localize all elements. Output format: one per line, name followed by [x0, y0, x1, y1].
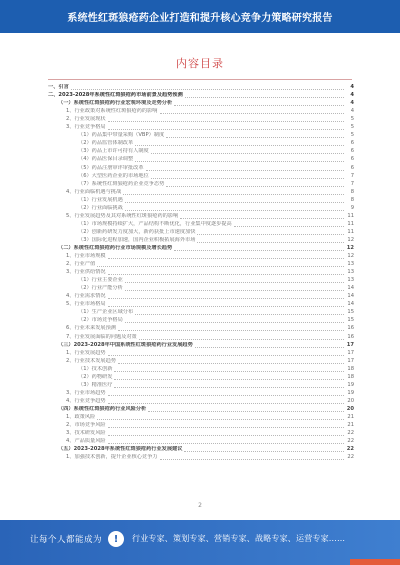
- page-number: 2: [198, 502, 202, 509]
- toc-entry-page: 21: [347, 422, 354, 429]
- toc-entry-label: 6、行业未来发展预测: [66, 325, 116, 332]
- toc-entry-label: 1、加强技术创新，提升企业核心竞争力: [66, 454, 158, 461]
- toc-leader-dots: [118, 358, 344, 364]
- toc-entry-page: 6: [350, 164, 354, 171]
- toc-entry[interactable]: [48, 357, 354, 365]
- toc-leader-dots: [108, 350, 344, 356]
- toc-entry-label: （1）技术创新: [78, 365, 113, 372]
- toc-entry-page: 15: [347, 309, 354, 316]
- toc-entry-page: 9: [350, 204, 354, 211]
- toc-entry-label: 二、2023-2028年系统性红斑狼疮药市场前景及趋势预测: [48, 92, 183, 99]
- toc-entry[interactable]: [48, 341, 354, 349]
- toc-entry-page: 4: [350, 108, 354, 115]
- toc-entry-label: 4、行业需求情况: [66, 293, 106, 300]
- toc-leader-dots: [160, 108, 345, 114]
- toc-entry-page: 22: [347, 454, 354, 461]
- toc-leader-dots: [114, 374, 344, 380]
- toc-entry-page: 17: [347, 349, 354, 356]
- toc-entry-page: 6: [350, 156, 354, 163]
- toc-entry-label: 5、行业发展趋势及其对系统性红斑狼疮药的影响: [66, 212, 179, 219]
- toc-entry-page: 18: [347, 365, 354, 372]
- toc-entry-label: （3）国际化进程加速，国内企业积极拓展海外市场: [78, 236, 196, 243]
- toc-entry[interactable]: [48, 324, 354, 332]
- toc-entry[interactable]: [48, 155, 354, 163]
- toc-entry-label: （2）药物研发: [78, 373, 113, 380]
- toc-entry-page: 20: [347, 397, 354, 404]
- toc-entry[interactable]: [48, 180, 354, 188]
- toc-entry[interactable]: [48, 83, 354, 91]
- toc-leader-dots: [151, 148, 344, 154]
- toc-entry[interactable]: [48, 147, 354, 155]
- toc-leader-dots: [185, 92, 344, 98]
- toc-leader-dots: [108, 301, 344, 307]
- toc-entry-page: 13: [347, 277, 354, 284]
- toc-leader-dots: [118, 325, 344, 331]
- toc-leader-dots: [108, 390, 344, 396]
- toc-entry[interactable]: [48, 196, 354, 204]
- toc-entry-label: （1）市场规模持续扩大，产品结构不断优化，行业集中度逐步提高: [78, 220, 232, 227]
- toc-entry[interactable]: [48, 115, 354, 123]
- toc-leader-dots: [139, 334, 344, 340]
- footer-slogan: 让每个人都能成为: [30, 535, 103, 545]
- toc-entry[interactable]: [48, 91, 354, 99]
- toc-entry-label: （6）大型医药企业的市场地位: [78, 172, 149, 179]
- toc-entry[interactable]: [48, 276, 354, 284]
- toc-entry-label: （2）药品监管体制改革: [78, 140, 134, 147]
- toc-entry-page: 19: [347, 389, 354, 396]
- toc-entry[interactable]: [48, 437, 354, 445]
- report-header-banner: [0, 0, 400, 33]
- toc-entry[interactable]: [48, 405, 354, 413]
- toc-entry-label: （2）市场竞争格局: [78, 317, 123, 324]
- toc-leader-dots: [114, 382, 344, 388]
- toc-leader-dots: [108, 430, 344, 436]
- toc-leader-dots: [123, 189, 344, 195]
- toc-entry-page: 11: [347, 220, 354, 227]
- toc-entry-label: 2、行业产值: [66, 261, 96, 268]
- toc-leader-dots: [135, 309, 344, 315]
- toc-entry-page: 16: [347, 333, 354, 340]
- toc-entry-label: 3、行业供给情况: [66, 269, 106, 276]
- toc-entry-label: 3、行业竞争格局: [66, 124, 106, 131]
- toc-entry[interactable]: [48, 292, 354, 300]
- toc-leader-dots: [197, 229, 344, 235]
- toc-entry-page: 18: [347, 373, 354, 380]
- toc-entry[interactable]: [48, 397, 354, 405]
- toc-leader-dots: [195, 342, 344, 348]
- toc-entry-label: （7）系统性红斑狼疮药企业竞争态势: [78, 180, 165, 187]
- toc-entry-label: （四）系统性红斑狼疮药行业风险分析: [58, 405, 147, 412]
- toc-entry-page: 5: [350, 132, 354, 139]
- toc-entry-page: 22: [347, 430, 354, 437]
- table-of-contents: [48, 83, 354, 461]
- toc-leader-dots: [114, 366, 344, 372]
- toc-entry-label: （5）药品注册审评审批改革: [78, 164, 144, 171]
- toc-entry-page: 12: [347, 236, 354, 243]
- toc-entry[interactable]: [48, 236, 354, 244]
- toc-entry-label: （三）2023-2028年中国系统性红斑狼疮药行业发展趋势: [58, 341, 193, 348]
- toc-entry[interactable]: [48, 163, 354, 171]
- toc-entry[interactable]: [48, 212, 354, 220]
- toc-entry-label: 一、引言: [48, 84, 69, 91]
- toc-entry-label: （1）行业主要企业: [78, 277, 123, 284]
- toc-divider: [48, 79, 352, 80]
- toc-entry-page: 21: [347, 413, 354, 420]
- toc-leader-dots: [97, 261, 344, 267]
- toc-leader-dots: [108, 293, 344, 299]
- toc-entry[interactable]: [48, 204, 354, 212]
- toc-entry-page: 4: [350, 92, 354, 99]
- toc-leader-dots: [108, 116, 344, 122]
- toc-leader-dots: [125, 205, 344, 211]
- toc-entry-page: 14: [347, 301, 354, 308]
- toc-entry[interactable]: [48, 252, 354, 260]
- toc-entry-page: 12: [347, 253, 354, 260]
- toc-entry-page: 19: [347, 381, 354, 388]
- toc-entry-label: （1）药品集中带量采购（VBP）制度: [78, 132, 165, 139]
- toc-entry[interactable]: [48, 268, 354, 276]
- toc-entry-page: 20: [346, 405, 354, 412]
- toc-entry[interactable]: [48, 316, 354, 324]
- toc-entry-label: （2）行业面临挑战: [78, 204, 123, 211]
- toc-leader-dots: [174, 245, 344, 251]
- toc-entry-page: 11: [347, 212, 354, 219]
- toc-leader-dots: [146, 165, 344, 171]
- toc-entry-label: 7、行业发展面临的问题及对策: [66, 333, 137, 340]
- toc-entry[interactable]: [48, 107, 354, 115]
- toc-entry-label: （2）行业产能分析: [78, 285, 123, 292]
- toc-entry-page: 14: [347, 285, 354, 292]
- toc-entry[interactable]: [48, 421, 354, 429]
- toc-entry-label: （3）药品上市许可持有人制度: [78, 148, 149, 155]
- toc-entry-label: 1、行业发展趋势: [66, 349, 106, 356]
- toc-leader-dots: [166, 181, 344, 187]
- toc-entry-label: （4）药品医保目录调整: [78, 156, 134, 163]
- toc-entry-label: 2、市场竞争风险: [66, 422, 106, 429]
- toc-entry[interactable]: [48, 300, 354, 308]
- toc-leader-dots: [108, 438, 344, 444]
- toc-entry[interactable]: [48, 365, 354, 373]
- toc-entry-page: 6: [350, 140, 354, 147]
- footer-accent-stripe: [350, 559, 400, 565]
- toc-leader-dots: [108, 269, 344, 275]
- toc-leader-dots: [180, 213, 344, 219]
- toc-entry[interactable]: [48, 389, 354, 397]
- toc-leader-dots: [135, 156, 344, 162]
- toc-leader-dots: [184, 446, 344, 452]
- toc-entry[interactable]: [48, 381, 354, 389]
- toc-leader-dots: [125, 317, 344, 323]
- toc-entry[interactable]: [48, 123, 354, 131]
- toc-entry-label: 1、政策风险: [66, 413, 96, 420]
- toc-entry-page: 17: [346, 341, 354, 348]
- toc-leader-dots: [108, 422, 344, 428]
- toc-entry-label: （一）系统性红斑狼疮药行业宏观环境及走势分析: [58, 100, 173, 107]
- toc-entry[interactable]: [48, 188, 354, 196]
- toc-leader-dots: [108, 253, 344, 259]
- toc-entry-label: （五）2023-2028年系统性红斑狼疮药行业发展建议: [58, 446, 183, 453]
- toc-entry-label: （3）精准医疗: [78, 381, 113, 388]
- toc-entry-page: 8: [350, 196, 354, 203]
- toc-entry[interactable]: [48, 139, 354, 147]
- toc-entry-page: 13: [347, 269, 354, 276]
- toc-leader-dots: [108, 398, 344, 404]
- toc-entry-label: （1）生产企业区域分布: [78, 309, 134, 316]
- toc-leader-dots: [135, 140, 344, 146]
- toc-entry-page: 4: [350, 100, 354, 107]
- toc-entry[interactable]: [48, 284, 354, 292]
- toc-entry-label: 1、行业政策对系统性红斑狼疮药的影响: [66, 108, 158, 115]
- toc-entry-label: 4、行业面临机遇与挑战: [66, 188, 122, 195]
- toc-entry[interactable]: [48, 445, 354, 453]
- toc-entry[interactable]: [48, 308, 354, 316]
- toc-leader-dots: [108, 124, 344, 130]
- toc-entry-label: 3、行业市场趋势: [66, 389, 106, 396]
- toc-entry-label: 4、产品质量风险: [66, 438, 106, 445]
- toc-leader-dots: [234, 221, 344, 227]
- toc-leader-dots: [125, 197, 344, 203]
- toc-entry-page: 15: [347, 317, 354, 324]
- footer-banner: [0, 520, 400, 565]
- toc-title: 内容目录: [176, 57, 224, 70]
- toc-entry[interactable]: [48, 260, 354, 268]
- toc-entry-page: 16: [347, 325, 354, 332]
- toc-leader-dots: [151, 173, 344, 179]
- toc-leader-dots: [125, 277, 344, 283]
- toc-entry-page: 12: [346, 244, 354, 251]
- toc-entry[interactable]: [48, 99, 354, 107]
- toc-entry[interactable]: [48, 220, 354, 228]
- report-title: 系统性红斑狼疮药企业打造和提升核心竞争力策略研究报告: [67, 13, 333, 24]
- toc-entry-page: 17: [347, 357, 354, 364]
- toc-entry-page: 22: [346, 446, 354, 453]
- toc-entry-page: 7: [350, 172, 354, 179]
- toc-entry-page: 8: [350, 188, 354, 195]
- toc-entry-label: 1、行业市场规模: [66, 253, 106, 260]
- toc-entry-label: 5、行业市场格局: [66, 301, 106, 308]
- toc-leader-dots: [174, 100, 344, 106]
- toc-entry-page: 22: [347, 438, 354, 445]
- toc-entry-page: 4: [350, 84, 354, 91]
- toc-entry[interactable]: [48, 349, 354, 357]
- toc-entry-page: 5: [350, 116, 354, 123]
- toc-entry[interactable]: [48, 228, 354, 236]
- toc-leader-dots: [148, 406, 344, 412]
- toc-entry-label: （2）创新药研发力度加大，新药获批上市速度加快: [78, 228, 196, 235]
- toc-entry-label: 2、行业技术发展趋势: [66, 357, 116, 364]
- toc-leader-dots: [160, 454, 345, 460]
- toc-entry-label: 2、行业发展现状: [66, 116, 106, 123]
- toc-entry-page: 6: [350, 148, 354, 155]
- toc-entry-page: 11: [347, 228, 354, 235]
- toc-entry[interactable]: [48, 453, 354, 461]
- exclamation-badge-icon: !: [108, 531, 124, 547]
- toc-leader-dots: [125, 285, 344, 291]
- toc-entry-page: 14: [347, 293, 354, 300]
- toc-entry[interactable]: [48, 332, 354, 340]
- toc-entry[interactable]: [48, 172, 354, 180]
- toc-entry-label: 4、行业竞争趋势: [66, 397, 106, 404]
- toc-entry-page: 13: [347, 261, 354, 268]
- footer-tags: 行业专家、策划专家、营销专家、战略专家、运营专家……: [132, 534, 346, 543]
- toc-entry[interactable]: [48, 413, 354, 421]
- toc-entry[interactable]: [48, 429, 354, 437]
- toc-entry-page: 5: [350, 124, 354, 131]
- toc-entry-page: 7: [350, 180, 354, 187]
- toc-leader-dots: [197, 237, 344, 243]
- toc-entry[interactable]: [48, 373, 354, 381]
- toc-leader-dots: [71, 84, 344, 90]
- toc-entry-label: （二）系统性红斑狼疮药行业市场规模及增长趋势: [58, 244, 173, 251]
- toc-entry-label: （1）行业发展机遇: [78, 196, 123, 203]
- toc-leader-dots: [166, 132, 344, 138]
- toc-entry[interactable]: [48, 131, 354, 139]
- toc-entry[interactable]: [48, 244, 354, 252]
- toc-entry-label: 3、技术研发风险: [66, 430, 106, 437]
- toc-leader-dots: [97, 414, 344, 420]
